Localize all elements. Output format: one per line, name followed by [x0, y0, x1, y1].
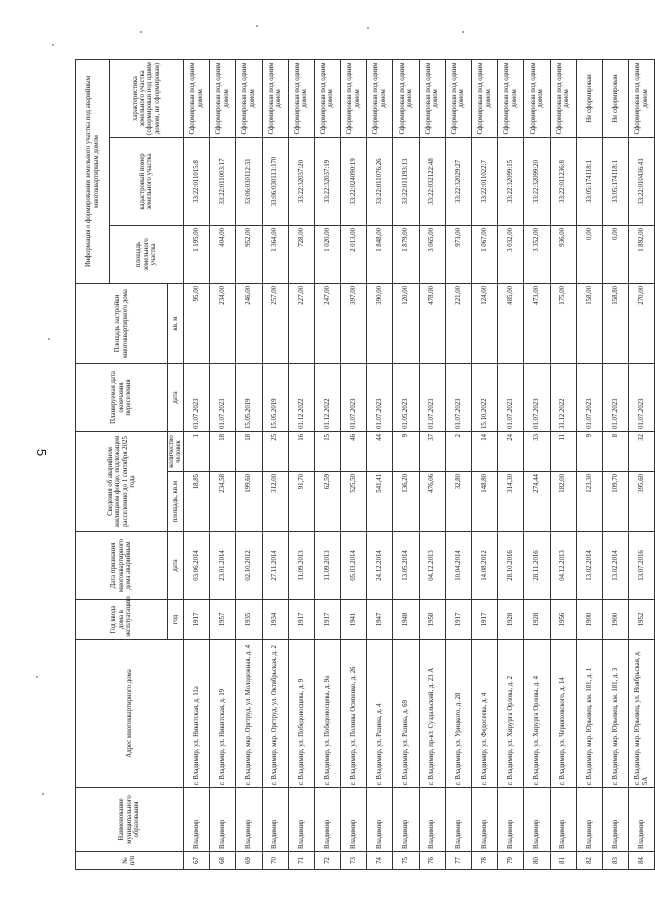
cadastral-cell: 33:22:011076:26 — [367, 138, 393, 226]
characteristic-cell: Сформирован под одним домом — [419, 59, 445, 137]
people-cell: 1 — [183, 432, 209, 472]
scan-speck — [42, 793, 44, 795]
building-area-cell: 120,00 — [393, 284, 419, 364]
row-number: 71 — [288, 852, 314, 870]
table-row — [472, 59, 498, 869]
area-cell: 274,44 — [524, 472, 550, 532]
table-row — [550, 59, 576, 869]
unit-year: год — [168, 600, 184, 640]
year-cell: 1917 — [445, 600, 471, 640]
emergency-date-cell: 28.10.2016 — [498, 532, 524, 600]
cadastral-cell: 33:06:030112:31 — [236, 138, 262, 226]
year-cell: 1917 — [472, 600, 498, 640]
people-cell: 46 — [341, 432, 367, 472]
scan-speck — [256, 25, 258, 27]
emergency-date-cell: 03.06.2014 — [183, 532, 209, 600]
building-area-cell: 257,00 — [262, 284, 288, 364]
row-number: 84 — [629, 852, 655, 870]
table-row — [419, 59, 445, 869]
building-area-cell: 158,80 — [602, 284, 628, 364]
building-area-cell: 221,00 — [445, 284, 471, 364]
area-cell: 199,60 — [236, 472, 262, 532]
row-number: 75 — [393, 852, 419, 870]
table-row — [236, 59, 262, 869]
year-cell: 1928 — [498, 600, 524, 640]
land-area-cell: 936,00 — [550, 226, 576, 284]
col-emergency-fund-header: Сведения об аварийном жилищном фонде, подлежащем расселению до 1 сентября 2025 года — [76, 432, 168, 532]
relocation-end-cell: 01.07.2023 — [602, 364, 628, 432]
building-area-cell: 158,00 — [576, 284, 602, 364]
row-number: 77 — [445, 852, 471, 870]
year-cell: 1948 — [393, 600, 419, 640]
building-area-cell: 234,00 — [210, 284, 236, 364]
address-cell: г. Владимир, мкр. Оргтруд, ул. Молодежная, д. 4 — [236, 640, 262, 788]
address-cell: г. Владимир, мкр. Оргтруд, ул. Октябрьская, д. 2 — [262, 640, 288, 788]
area-cell: 476,06 — [419, 472, 445, 532]
land-area-cell: 0,00 — [602, 226, 628, 284]
col-characteristic-header: характеристика земельного участка (сформирован под одним домом, не сформирован) — [110, 59, 184, 137]
characteristic-cell: Сформирован под одним домом — [341, 59, 367, 137]
table-row — [629, 59, 655, 869]
characteristic-cell: Сформирован под одним домом — [288, 59, 314, 137]
relocation-end-cell: 01.07.2023 — [341, 364, 367, 432]
relocation-end-cell: 01.07.2023 — [445, 364, 471, 432]
municipality-cell: Владимир — [524, 788, 550, 852]
unit-people: количество человек — [168, 432, 184, 472]
table-row — [576, 59, 602, 869]
year-cell: 1917 — [288, 600, 314, 640]
relocation-end-cell: 01.07.2023 — [210, 364, 236, 432]
building-area-cell: 397,00 — [341, 284, 367, 364]
municipality-cell: Владимир — [498, 788, 524, 852]
table-row — [498, 59, 524, 869]
unit-area: площадь, кв.м — [168, 472, 184, 532]
year-cell: 1917 — [314, 600, 340, 640]
people-cell: 16 — [288, 432, 314, 472]
building-area-cell: 175,00 — [550, 284, 576, 364]
scan-speck — [367, 27, 369, 29]
municipality-cell: Владимир — [236, 788, 262, 852]
municipality-cell: Владимир — [629, 788, 655, 852]
characteristic-cell: Сформирован под одним домом — [524, 59, 550, 137]
characteristic-cell: Не сформирован — [602, 59, 628, 137]
characteristic-cell: Сформирован под одним домом — [183, 59, 209, 137]
row-number: 73 — [341, 852, 367, 870]
cadastral-cell: 33:22:011015:8 — [183, 138, 209, 226]
rotated-table-sheet — [75, 60, 649, 870]
people-cell: 37 — [419, 432, 445, 472]
building-area-cell: 478,00 — [419, 284, 445, 364]
row-number: 67 — [183, 852, 209, 870]
address-cell: г. Владимир, мкр. Юрьевец, км. 181, д. 3 — [602, 640, 628, 788]
col-emergency-date-header: Дата признания многоквартирного дома аварийным — [76, 532, 168, 600]
relocation-end-cell: 01.07.2023 — [367, 364, 393, 432]
land-area-cell: 3 352,00 — [524, 226, 550, 284]
scan-speck — [52, 44, 54, 46]
row-number: 74 — [367, 852, 393, 870]
relocation-end-cell: 01.07.2023 — [576, 364, 602, 432]
address-cell: г. Владимир, ул. Хирурга Орлова, д. 4 — [524, 640, 550, 788]
area-cell: 182,00 — [550, 472, 576, 532]
emergency-housing-table — [75, 59, 655, 870]
municipality-cell: Владимир — [314, 788, 340, 852]
characteristic-cell: Сформирован под одним домом — [367, 59, 393, 137]
building-area-cell: 95,00 — [183, 284, 209, 364]
unit-date: дата — [168, 532, 184, 600]
area-cell: 62,59 — [314, 472, 340, 532]
characteristic-cell: Не сформирован — [576, 59, 602, 137]
land-area-cell: 728,00 — [288, 226, 314, 284]
table-row — [183, 59, 209, 869]
people-cell: 9 — [576, 432, 602, 472]
year-cell: 1957 — [210, 600, 236, 640]
row-number: 83 — [602, 852, 628, 870]
municipality-cell: Владимир — [210, 788, 236, 852]
relocation-end-cell: 01.07.2023 — [524, 364, 550, 432]
area-cell: 395,60 — [629, 472, 655, 532]
municipality-cell: Владимир — [472, 788, 498, 852]
area-cell: 234,58 — [210, 472, 236, 532]
cadastral-cell: 33:05:174118:1 — [602, 138, 628, 226]
table-row — [262, 59, 288, 869]
page-number: 5 — [34, 448, 50, 457]
area-cell: 541,41 — [367, 472, 393, 532]
year-cell: 1917 — [183, 600, 209, 640]
unit-date-end: дата — [168, 364, 184, 432]
area-cell: 32,80 — [445, 472, 471, 532]
relocation-end-cell: 01.07.2023 — [183, 364, 209, 432]
area-cell: 109,70 — [602, 472, 628, 532]
people-cell: 33 — [524, 432, 550, 472]
emergency-date-cell: 14.08.2012 — [472, 532, 498, 600]
emergency-date-cell: 27.11.2014 — [262, 532, 288, 600]
land-area-cell: 3 032,00 — [498, 226, 524, 284]
cadastral-cell: 33:06:030113:170 — [262, 138, 288, 226]
row-number: 68 — [210, 852, 236, 870]
people-cell: 9 — [393, 432, 419, 472]
col-municipality-header: Наименование муниципального образования — [76, 788, 184, 852]
col-num-header: № п/п — [76, 852, 184, 870]
address-cell: г. Владимир, ул. Разина, д. 4 — [367, 640, 393, 788]
table-row — [210, 59, 236, 869]
address-cell: г. Владимир, ул. Хирурга Орлова, д. 2 — [498, 640, 524, 788]
address-cell: г. Владимир, мкр. Юрьевец, км. 181, д. 1 — [576, 640, 602, 788]
col-relocation-end-header: Планируемая дата окончания переселения — [76, 364, 168, 432]
year-cell: 1900 — [602, 600, 628, 640]
area-cell: 312,00 — [262, 472, 288, 532]
people-cell: 18 — [236, 432, 262, 472]
year-cell: 1935 — [236, 600, 262, 640]
year-cell: 1934 — [262, 600, 288, 640]
land-area-cell: 952,00 — [236, 226, 262, 284]
people-cell: 11 — [550, 432, 576, 472]
characteristic-cell: Сформирован под одним домом — [629, 59, 655, 137]
characteristic-cell: Сформирован под одним домом — [498, 59, 524, 137]
municipality-cell: Владимир — [419, 788, 445, 852]
land-area-cell: 1 020,00 — [314, 226, 340, 284]
address-cell: г. Владимир, ул. Победоносцева, д. 9а — [314, 640, 340, 788]
year-cell: 1928 — [524, 600, 550, 640]
row-number: 80 — [524, 852, 550, 870]
emergency-date-cell: 10.04.2014 — [445, 532, 471, 600]
municipality-cell: Владимир — [367, 788, 393, 852]
land-area-cell: 1 195,00 — [183, 226, 209, 284]
building-area-cell: 227,00 — [288, 284, 314, 364]
emergency-date-cell: 05.03.2014 — [341, 532, 367, 600]
emergency-date-cell: 13.02.2014 — [576, 532, 602, 600]
municipality-cell: Владимир — [183, 788, 209, 852]
relocation-end-cell: 01.12.2022 — [288, 364, 314, 432]
address-cell: г. Владимир, ул. Никитская, д. 19 — [210, 640, 236, 788]
building-area-cell: 473,00 — [524, 284, 550, 364]
emergency-date-cell: 13.07.2016 — [629, 532, 655, 600]
cadastral-cell: 33:22:32099:15 — [498, 138, 524, 226]
people-cell: 44 — [367, 432, 393, 472]
cadastral-cell: 33:22:011193:13 — [393, 138, 419, 226]
area-cell: 525,50 — [341, 472, 367, 532]
cadastral-cell: 33:22:32037:19 — [314, 138, 340, 226]
address-cell: г. Владимир, ул. Разина, д. 69 — [393, 640, 419, 788]
land-area-cell: 2 013,00 — [341, 226, 367, 284]
municipality-cell: Владимир — [445, 788, 471, 852]
col-land-area-header: площадь земельного участка — [110, 226, 184, 284]
people-cell: 14 — [472, 432, 498, 472]
row-number: 78 — [472, 852, 498, 870]
characteristic-cell: Сформирован под одним домом — [210, 59, 236, 137]
table-row — [314, 59, 340, 869]
year-cell: 1956 — [550, 600, 576, 640]
table-row — [602, 59, 628, 869]
address-cell: г. Владимир, ул. Урицкого, д. 28 — [445, 640, 471, 788]
area-cell: 18,85 — [183, 472, 209, 532]
characteristic-cell: Сформирован под одним домом — [445, 59, 471, 137]
municipality-cell: Владимир — [393, 788, 419, 852]
scan-speck — [140, 31, 142, 33]
building-area-cell: 247,00 — [314, 284, 340, 364]
characteristic-cell: Сформирован под одним домом — [472, 59, 498, 137]
row-number: 82 — [576, 852, 602, 870]
relocation-end-cell: 15.05.2019 — [236, 364, 262, 432]
col-land-info-header: Информация о формировании земельного участка под аварийным многоквартирным домом — [76, 59, 110, 283]
relocation-end-cell: 15.05.2019 — [262, 364, 288, 432]
characteristic-cell: Сформирован под одним домом — [393, 59, 419, 137]
land-area-cell: 1 879,00 — [393, 226, 419, 284]
land-area-cell: 973,00 — [445, 226, 471, 284]
col-building-area-header: Площадь застройки многоквартирного дома — [76, 284, 168, 364]
building-area-cell: 270,00 — [629, 284, 655, 364]
year-cell: 1958 — [419, 600, 445, 640]
col-year-header: Год ввода дома в эксплуатацию — [76, 600, 168, 640]
building-area-cell: 485,00 — [498, 284, 524, 364]
year-cell: 1952 — [629, 600, 655, 640]
land-area-cell: 1 848,00 — [367, 226, 393, 284]
col-cadastral-header: кадастровый номер земельного участка — [110, 138, 184, 226]
emergency-date-cell: 23.01.2014 — [210, 532, 236, 600]
characteristic-cell: Сформирован под одним домом — [314, 59, 340, 137]
row-number: 70 — [262, 852, 288, 870]
row-number: 69 — [236, 852, 262, 870]
col-address-header: Адрес многоквартирного дома — [76, 640, 184, 788]
municipality-cell: Владимир — [576, 788, 602, 852]
address-cell: г. Владимир, мкр. Юрьевец, ул. Ноябрьская, д. 5А — [629, 640, 655, 788]
area-cell: 148,80 — [472, 472, 498, 532]
scan-speck — [48, 338, 50, 340]
relocation-end-cell: 31.12.2022 — [550, 364, 576, 432]
table-row — [341, 59, 367, 869]
row-number: 79 — [498, 852, 524, 870]
people-cell: 32 — [629, 432, 655, 472]
emergency-date-cell: 04.12.2013 — [550, 532, 576, 600]
emergency-date-cell: 13.05.2014 — [393, 532, 419, 600]
scan-speck — [462, 31, 464, 33]
characteristic-cell: Сформирован под одним домом — [550, 59, 576, 137]
cadastral-cell: 33:22:011003:17 — [210, 138, 236, 226]
year-cell: 1947 — [367, 600, 393, 640]
people-cell: 8 — [602, 432, 628, 472]
address-cell: г. Владимир, ул. Полины Осипенко, д. 26 — [341, 640, 367, 788]
emergency-date-cell: 02.10.2012 — [236, 532, 262, 600]
land-area-cell: 1 364,00 — [262, 226, 288, 284]
year-cell: 1941 — [341, 600, 367, 640]
cadastral-cell: 33:22:32037:20 — [288, 138, 314, 226]
characteristic-cell: Сформирован под одним домом — [236, 59, 262, 137]
table-row — [367, 59, 393, 869]
building-area-cell: 124,00 — [472, 284, 498, 364]
year-cell: 1900 — [576, 600, 602, 640]
relocation-end-cell: 01.07.2023 — [629, 364, 655, 432]
land-area-cell: 1 892,00 — [629, 226, 655, 284]
emergency-date-cell: 11.09.2013 — [288, 532, 314, 600]
cadastral-cell: 33:22:024090:19 — [341, 138, 367, 226]
emergency-date-cell: 28.11.2016 — [524, 532, 550, 600]
area-cell: 91,70 — [288, 472, 314, 532]
relocation-end-cell: 01.05.2023 — [393, 364, 419, 432]
row-number: 76 — [419, 852, 445, 870]
cadastral-cell: 33:22:32029:27 — [445, 138, 471, 226]
municipality-cell: Владимир — [602, 788, 628, 852]
people-cell: 25 — [262, 432, 288, 472]
building-area-cell: 390,00 — [367, 284, 393, 364]
municipality-cell: Владимир — [288, 788, 314, 852]
address-cell: г. Владимир, ул. Никитская, д. 11а — [183, 640, 209, 788]
relocation-end-cell: 01.12.2022 — [314, 364, 340, 432]
address-cell: г. Владимир, ул. Победоносцева, д. 9 — [288, 640, 314, 788]
cadastral-cell: 33:22:32099:20 — [524, 138, 550, 226]
people-cell: 2 — [445, 432, 471, 472]
unit-sqm: кв. м — [168, 284, 184, 364]
cadastral-cell: 33:05:174118:1 — [576, 138, 602, 226]
land-area-cell: 3 065,00 — [419, 226, 445, 284]
address-cell: г. Владимир, ул. Федосеева, д. 4 — [472, 640, 498, 788]
emergency-date-cell: 04.12.2013 — [419, 532, 445, 600]
table-row — [524, 59, 550, 869]
emergency-date-cell: 11.09.2013 — [314, 532, 340, 600]
cadastral-cell: 33:22:032122:48 — [419, 138, 445, 226]
area-cell: 136,20 — [393, 472, 419, 532]
land-area-cell: 1 067,00 — [472, 226, 498, 284]
emergency-date-cell: 13.02.2014 — [602, 532, 628, 600]
table-row — [393, 59, 419, 869]
municipality-cell: Владимир — [341, 788, 367, 852]
people-cell: 24 — [498, 432, 524, 472]
relocation-end-cell: 01.07.2023 — [498, 364, 524, 432]
cadastral-cell: 33:22:011022:7 — [472, 138, 498, 226]
table-row — [445, 59, 471, 869]
address-cell: г. Владимир, пр-кт. Суздальский, д. 23 А — [419, 640, 445, 788]
people-cell: 18 — [210, 432, 236, 472]
municipality-cell: Владимир — [550, 788, 576, 852]
relocation-end-cell: 01.07.2023 — [419, 364, 445, 432]
area-cell: 123,30 — [576, 472, 602, 532]
municipality-cell: Владимир — [262, 788, 288, 852]
row-number: 81 — [550, 852, 576, 870]
people-cell: 15 — [314, 432, 340, 472]
cadastral-cell: 33:22:011236:8 — [550, 138, 576, 226]
table-row — [288, 59, 314, 869]
building-area-cell: 246,00 — [236, 284, 262, 364]
emergency-date-cell: 24.12.2014 — [367, 532, 393, 600]
cadastral-cell: 33:22:010436:41 — [629, 138, 655, 226]
relocation-end-cell: 15.10.2022 — [472, 364, 498, 432]
land-area-cell: 0,00 — [576, 226, 602, 284]
area-cell: 314,30 — [498, 472, 524, 532]
scan-speck — [36, 676, 38, 678]
row-number: 72 — [314, 852, 340, 870]
characteristic-cell: Сформирован под одним домом — [262, 59, 288, 137]
land-area-cell: 404,00 — [210, 226, 236, 284]
address-cell: г. Владимир, ул. Черняховского, д. 14 — [550, 640, 576, 788]
